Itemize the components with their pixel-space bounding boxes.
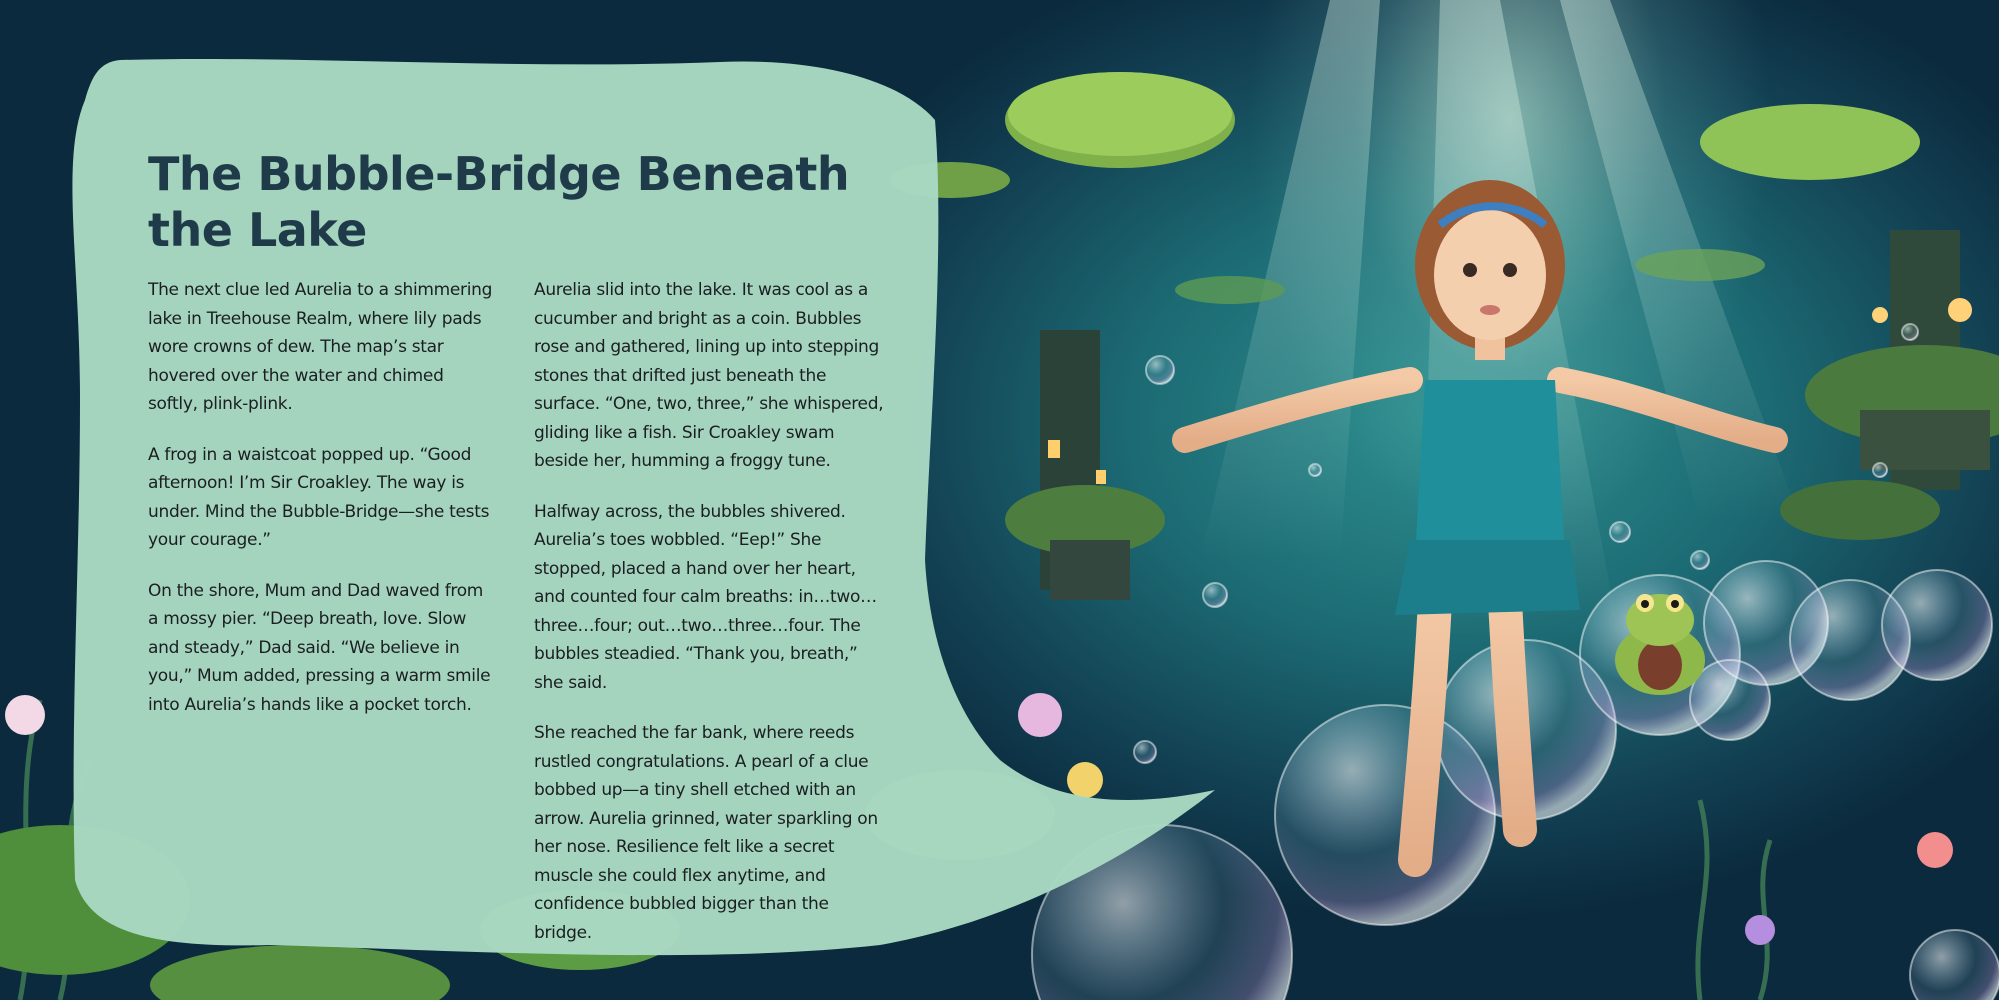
story-paragraph: A frog in a waistcoat popped up. “Good afternoon! I’m Sir Croakley. The way is under. Mind the Bubble-Bridge—she tests your courage.” xyxy=(148,444,490,550)
story-column-left xyxy=(148,276,498,741)
story-column-right xyxy=(534,276,884,969)
story-title: The Bubble-Bridge Beneath the Lake xyxy=(148,147,850,257)
treehouse-middle xyxy=(1005,330,1165,600)
story-paragraph: On the shore, Mum and Dad waved from a mossy pier. “Deep breath, love. Slow and steady,” Dad said. “We believe in you,” Mum added, pressing a warm smile into Aurelia’s hands like a pocket torch. xyxy=(148,580,491,715)
story-paragraph: She reached the far bank, where reeds rustled congratulations. A pearl of a clue bobbed up—a tiny shell etched with an arrow. Aurelia grinned, water sparkling on her nose. Resilience felt like a secret muscle she could flex anytime, and confidence bubbled bigger than the bridge. xyxy=(534,723,878,943)
story-paragraph: The next clue led Aurelia to a shimmering lake in Treehouse Realm, where lily pads wore crowns of dew. The map’s star hovered over the water and chimed softly, plink-plink. xyxy=(148,280,493,414)
story-paragraph: Halfway across, the bubbles shivered. Aurelia’s toes wobbled. “Eep!” She stopped, placed a hand over her heart, and counted four calm breaths: in…two…three…four; out…two…three…four. The bubbles steadied. “Thank you, breath,” she said. xyxy=(534,501,877,693)
story-paragraph: Aurelia slid into the lake. It was cool as a cucumber and bright as a coin. Bubbles rose and gathered, lining up into stepping stones that drifted just beneath the surface. “One, two, three,” she whispered, gliding like a fish. Sir Croakley swam beside her, humming a froggy tune. xyxy=(534,280,884,471)
lily-pads-surface xyxy=(890,72,1920,304)
treehouse-right xyxy=(1780,230,1999,540)
